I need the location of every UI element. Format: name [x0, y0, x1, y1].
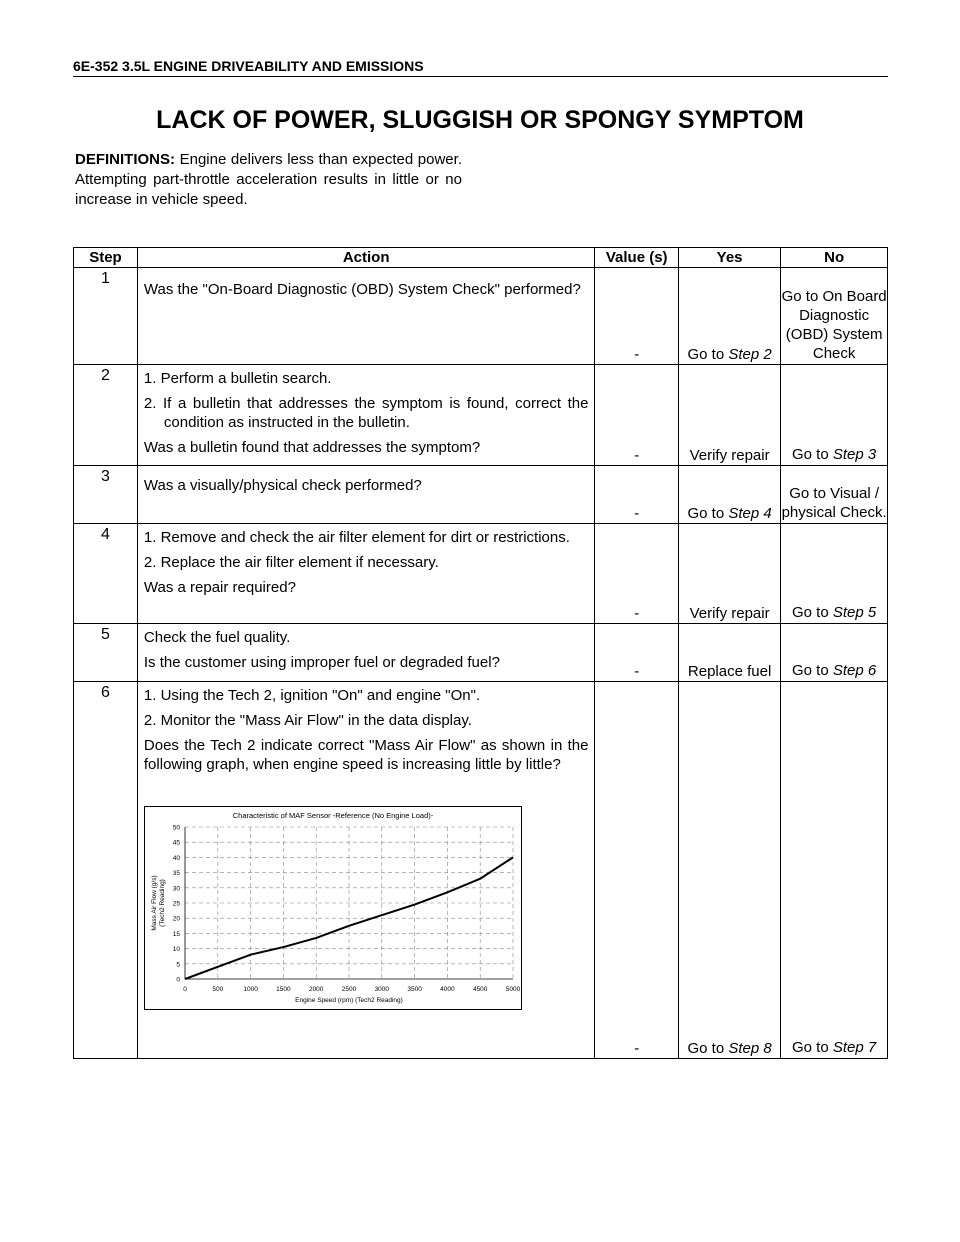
y-tick-label: 15	[172, 930, 180, 938]
step-number: 5	[74, 624, 138, 682]
step-no	[781, 524, 888, 624]
yes-step-link[interactable]: Step 2	[728, 346, 772, 363]
step-action	[137, 524, 595, 624]
y-tick-label: 45	[172, 839, 180, 847]
step-number: 3	[74, 466, 138, 524]
no-step-link[interactable]: Step 5	[832, 604, 877, 621]
maf-chart	[144, 806, 522, 1010]
no-text: Go to Visual / physical Check.	[781, 485, 887, 521]
x-tick-label: 2000	[308, 986, 324, 993]
action-text: Was the "On-Board Diagnostic (OBD) System Check" performed?	[143, 281, 581, 298]
step-yes	[678, 365, 780, 466]
definitions-label: DEFINITIONS:	[75, 151, 175, 168]
table-row	[74, 365, 888, 466]
y-tick-label: 25	[172, 900, 180, 908]
step-value: -	[595, 624, 678, 682]
yes-text: Replace fuel	[687, 663, 772, 680]
yes-text: Go to	[687, 346, 725, 363]
no-text: Go to	[792, 1039, 829, 1056]
step-value: -	[595, 268, 678, 365]
step-value: -	[595, 682, 678, 1059]
step-number: 1	[74, 268, 138, 365]
no-text: Go to	[792, 446, 829, 463]
table-row	[74, 466, 888, 524]
col-no: No	[781, 248, 888, 268]
action-text: 2. Replace the air filter element if necessary.	[143, 554, 439, 571]
action-text: 1. Perform a bulletin search.	[143, 370, 332, 387]
no-step-link[interactable]: Step 3	[832, 446, 877, 463]
yes-step-link[interactable]: Step 8	[728, 1040, 772, 1057]
yes-text: Verify repair	[689, 605, 770, 622]
step-yes	[678, 682, 780, 1059]
step-action	[137, 365, 595, 466]
x-tick-label: 1500	[276, 986, 291, 993]
y-tick-label: 30	[172, 885, 180, 893]
table-row	[74, 624, 888, 682]
action-question: Does the Tech 2 indicate correct "Mass Air Flow" as shown in the following graph, when engine speed is increasing little by little?	[143, 737, 589, 773]
no-text: Go to	[792, 662, 829, 679]
x-tick-label: 2500	[341, 986, 357, 993]
maf-chart-svg	[145, 807, 521, 1009]
no-text: Go to	[792, 604, 829, 621]
step-action	[137, 466, 595, 524]
yes-text: Verify repair	[689, 447, 770, 464]
col-value: Value (s)	[595, 248, 678, 268]
y-tick-label: 5	[176, 961, 180, 969]
step-value: -	[595, 524, 678, 624]
col-step: Step	[74, 248, 138, 268]
action-question: Was a bulletin found that addresses the symptom?	[143, 439, 481, 456]
y-axis-label: Mass Air Flow (g/s)	[150, 875, 158, 931]
x-tick-label: 4500	[472, 986, 488, 993]
y-tick-label: 0	[176, 976, 180, 984]
x-tick-label: 3000	[374, 986, 389, 993]
action-text: 1. Using the Tech 2, ignition "On" and engine "On".	[143, 687, 481, 704]
action-text: 2. If a bulletin that addresses the symptom is found, correct the condition as instructed in the bulletin.	[143, 395, 589, 431]
step-no	[781, 466, 888, 524]
action-text: 1. Remove and check the air filter element for dirt or restrictions.	[143, 529, 570, 546]
step-value: -	[595, 365, 678, 466]
x-tick-label: 4000	[440, 986, 455, 993]
y-axis-label-2: (Tech2 Reading)	[158, 879, 166, 927]
step-yes	[678, 466, 780, 524]
action-text: 2. Monitor the "Mass Air Flow" in the data display.	[143, 712, 472, 729]
y-tick-label: 20	[172, 915, 180, 923]
x-tick-label: 5000	[505, 986, 521, 993]
no-step-link[interactable]: Step 7	[832, 1039, 877, 1056]
x-tick-label: 0	[183, 986, 187, 993]
x-axis-label: Engine Speed (rpm) (Tech2 Reading)	[295, 997, 403, 1004]
col-action: Action	[137, 248, 595, 268]
action-text: Check the fuel quality.	[143, 629, 291, 646]
no-step-link[interactable]: Step 6	[832, 662, 877, 679]
step-yes	[678, 268, 780, 365]
step-number: 4	[74, 524, 138, 624]
table-row	[74, 682, 888, 1059]
y-tick-label: 35	[172, 870, 180, 878]
chart-title: Characteristic of MAF Sensor -Reference (No Engine Load)-	[232, 811, 434, 820]
col-yes: Yes	[678, 248, 780, 268]
x-tick-label: 1000	[243, 986, 258, 993]
diagnostic-table	[73, 247, 888, 1059]
step-value: -	[595, 466, 678, 524]
step-yes	[678, 524, 780, 624]
step-no	[781, 682, 888, 1059]
step-action	[137, 268, 595, 365]
table-row	[74, 268, 888, 365]
step-no	[781, 365, 888, 466]
definitions-text: Engine delivers less than expected power. Attempting part-throttle acceleration results in little or no increase in vehicle speed.	[75, 151, 462, 208]
page-header: 6E-352 3.5L ENGINE DRIVEABILITY AND EMISSIONS	[73, 58, 888, 77]
y-tick-label: 40	[172, 854, 180, 862]
step-number: 2	[74, 365, 138, 466]
page-title: LACK OF POWER, SLUGGISH OR SPONGY SYMPTOM	[156, 106, 804, 134]
step-yes	[678, 624, 780, 682]
step-number: 6	[74, 682, 138, 1059]
y-tick-label: 10	[172, 946, 180, 954]
yes-text: Go to	[687, 505, 725, 522]
yes-step-link[interactable]: Step 4	[728, 505, 772, 522]
y-tick-label: 50	[172, 824, 180, 832]
definitions	[75, 150, 462, 210]
action-text: Was a visually/physical check performed?	[143, 477, 422, 494]
step-action	[137, 624, 595, 682]
action-question: Was a repair required?	[143, 579, 296, 596]
x-tick-label: 500	[212, 986, 224, 993]
no-text: Go to On Board Diagnostic (OBD) System Check	[781, 288, 887, 362]
step-action	[137, 682, 595, 1059]
table-row	[74, 524, 888, 624]
yes-text: Go to	[687, 1040, 725, 1057]
step-no	[781, 624, 888, 682]
step-no	[781, 268, 888, 365]
action-question: Is the customer using improper fuel or degraded fuel?	[143, 654, 500, 671]
x-tick-label: 3500	[407, 986, 422, 993]
table-header-row	[74, 248, 888, 268]
